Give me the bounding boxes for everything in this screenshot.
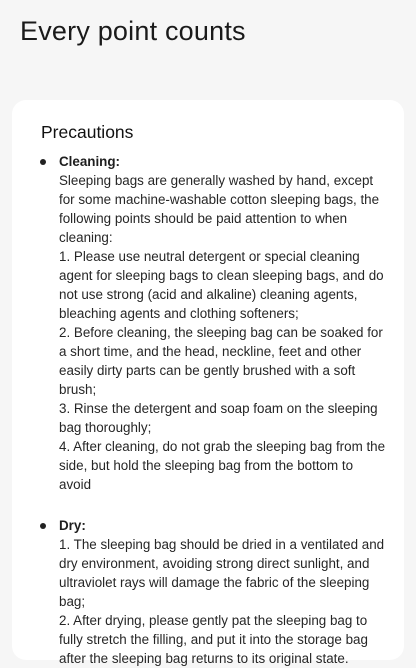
precautions-title: Precautions: [41, 122, 134, 142]
cleaning-heading: Cleaning:: [59, 154, 121, 169]
cleaning-body: [59, 171, 386, 494]
bullet-icon: [40, 159, 46, 165]
page-title: Every point counts: [20, 16, 246, 46]
cleaning-section: [41, 152, 386, 494]
dry-step-2: 2. After drying, please gently pat the sleeping bag to fully stretch the filling, and put it into the storage bag after the sleeping bag returns to its original state.: [59, 613, 368, 666]
cleaning-step-4: 4. After cleaning, do not grab the sleeping bag from the side, but hold the sleeping bag from the bottom to avoid: [59, 439, 386, 492]
precautions-card: [12, 100, 404, 666]
cleaning-step-3: 3. Rinse the detergent and soap foam on the sleeping bag thoroughly;: [59, 401, 378, 435]
dry-heading: Dry:: [59, 518, 86, 533]
cleaning-step-1: 1. Please use neutral detergent or special cleaning agent for sleeping bags to clean sleeping bags, and do not use strong (acid and alkaline) cleaning agents, bleaching agents and clothing softeners;: [59, 249, 384, 321]
cleaning-step-2: 2. Before cleaning, the sleeping bag can be soaked for a short time, and the head, neckline, feet and other easily dirty parts can be gently brushed with a soft brush;: [59, 325, 383, 397]
dry-body: [59, 535, 386, 668]
dry-section: [41, 516, 386, 668]
dry-step-1: 1. The sleeping bag should be dried in a ventilated and dry environment, avoiding strong direct sunlight, and ultraviolet rays will damage the fabric of the sleeping bag;: [59, 537, 385, 609]
bullet-icon: [40, 523, 46, 529]
cleaning-intro: Sleeping bags are generally washed by hand, except for some machine-washable cotton sleeping bags, the following points should be paid attention to when cleaning:: [59, 173, 380, 245]
